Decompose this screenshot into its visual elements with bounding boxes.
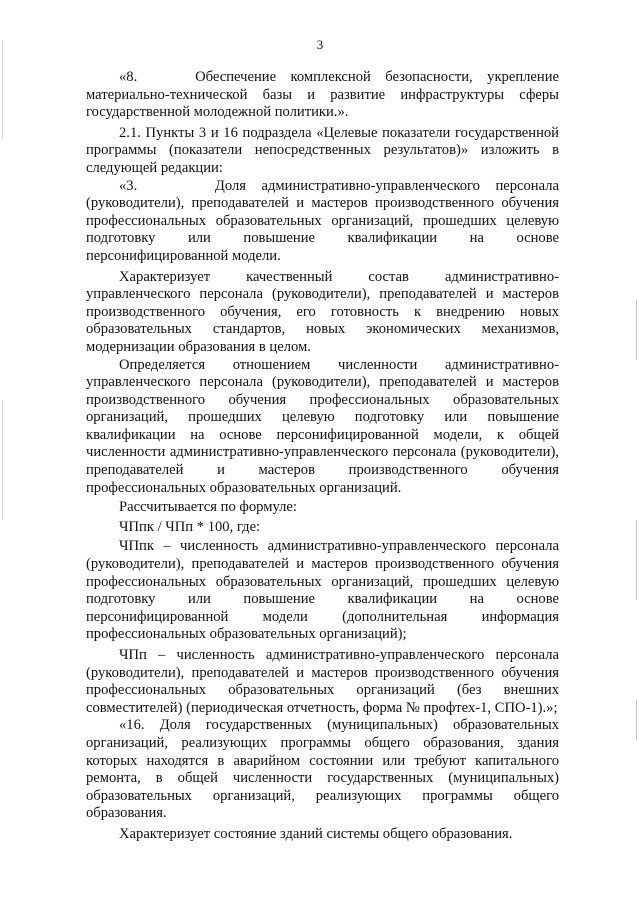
- paragraph-characterizes-staff: Характеризует качественный состав административно-управленческого персонала (руководители), преподавателей и мастеров производственного обучения, его готовность к внедрению новых образовательных стандартов, новых экономических механизмов, модернизации образования в целом.: [86, 268, 559, 355]
- paragraph-amendment-intro: 2.1. Пункты 3 и 16 подраздела «Целевые показатели государственной программы (показатели непосредственных результатов)» изложить в следующей редакции:: [86, 124, 559, 176]
- paragraph-chpp-definition: ЧПп – численность административно-управленческого персонала (руководители), преподавателей и мастеров производственного обучения профессиональных образовательных организаций (без внешних совместителей) (периодическая отчетность, форма № профтех-1, СПО-1).»;: [86, 647, 559, 716]
- scan-edge-mark: [2, 40, 3, 140]
- page-number: 3: [316, 37, 324, 52]
- scan-margin-mark: [636, 700, 637, 740]
- paragraph-chppk-definition: ЧПпк – численность административно-управленческого персонала (руководители), преподавателей и мастеров производственного обучения профессиональных образовательных организаций, прошедших целевую подготовку или повышение квалификации на основе персонифицированной модели (дополнительная информация профессиональных образовательных организаций);: [86, 538, 559, 643]
- paragraph-item-3: «3. Доля административно-управленческого персонала (руководители), преподавателей и мастеров производственного обучения профессиональных образовательных организаций, прошедших целевую подготовку или повышение квалификации на основе персонифицированной модели.: [86, 177, 559, 264]
- scan-margin-mark: [636, 300, 637, 360]
- paragraph-calculated-by: Рассчитывается по формуле:: [119, 499, 297, 516]
- paragraph-defined-by: Определяется отношением численности административно-управленческого персонала (руководители), преподавателей и мастеров производственного обучения профессиональных образовательных организаций, прошедших целевую подготовку или повышение квалификации на основе персонифицированной модели, к общей численности административно-управленческого персонала (руководители), преподавателей и мастеров производственного обучения профессиональных образовательных организаций.: [86, 356, 559, 496]
- document-body: [86, 69, 559, 844]
- scan-margin-mark: [636, 520, 637, 600]
- scan-edge-mark: [2, 400, 3, 520]
- paragraph-characterizes-buildings: Характеризует состояние зданий системы общего образования.: [119, 825, 513, 842]
- paragraph-item-8: «8. Обеспечение комплексной безопасности, укрепление материально-технической базы и развитие инфраструктуры сферы государственной молодежной политики.».: [86, 69, 559, 121]
- paragraph-item-16: «16. Доля государственных (муниципальных) образовательных организаций, реализующих программы общего образования, здания которых находятся в аварийном состоянии или требуют капитального ремонта, в общей численности государственных (муниципальных) образовательных организаций, реализующих программы общего образования.: [86, 717, 559, 822]
- paragraph-formula: ЧПпк / ЧПп * 100, где:: [119, 518, 261, 535]
